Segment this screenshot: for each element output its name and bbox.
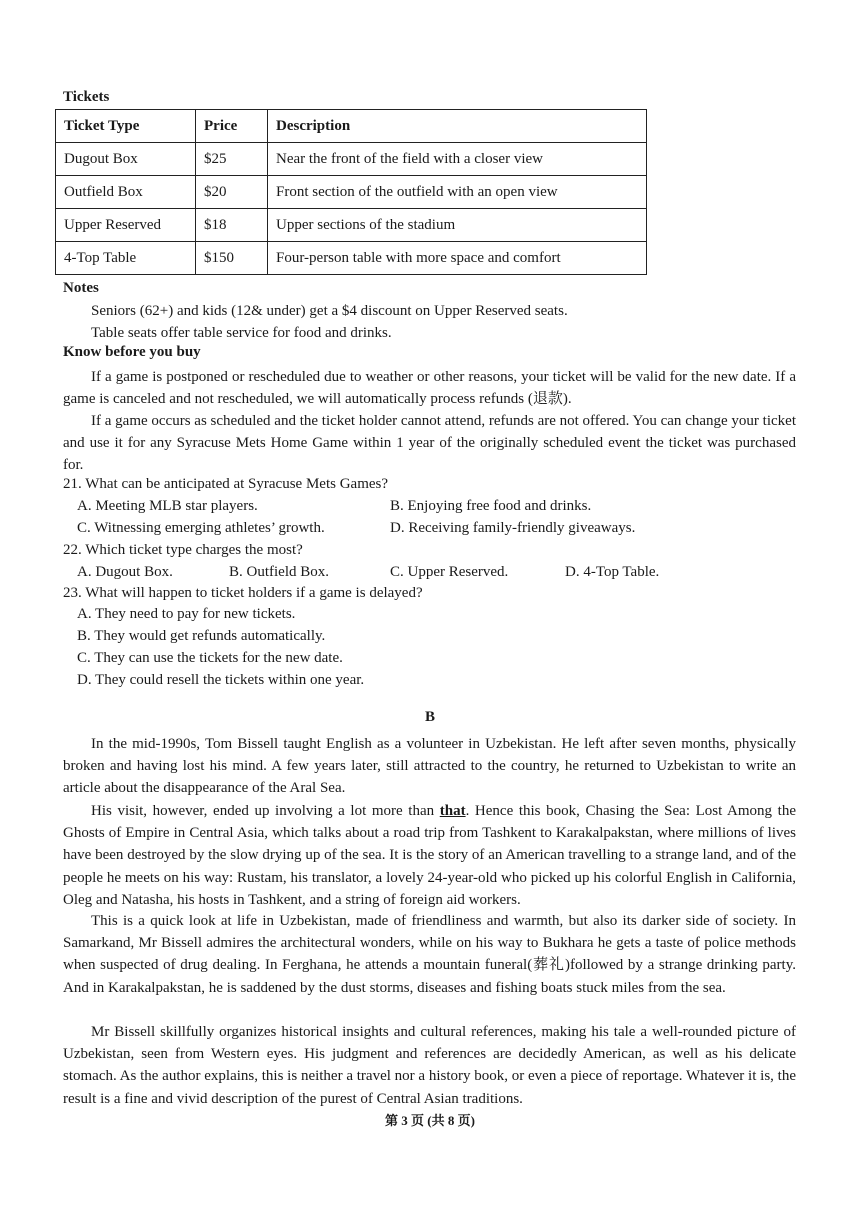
passage-paragraph-4: Mr Bissell skillfully organizes historical insights and cultural references, making his tale a well-rounded picture of Uzbekistan, seen from Western eyes. His judgment and references are decidedly American, as well as his delicate stomach. As the author explains, this is neither a travel nor a history book, or even a piece of reportage. Whatever it is, the result is a fine and vivid description of the purest of Central Asian traditions. — [63, 1024, 796, 1107]
note-line: Seniors (62+) and kids (12& under) get a $4 discount on Upper Reserved seats. — [91, 303, 568, 319]
page-number: 第 3 页 (共 8 页) — [385, 1113, 475, 1128]
description-cell: Near the front of the field with a closer view — [268, 143, 647, 176]
paragraph-text: His visit, however, ended up involving a lot more than — [91, 803, 440, 819]
table-row — [56, 143, 647, 176]
header-ticket-type: Ticket Type — [56, 110, 196, 143]
table-row — [56, 242, 647, 275]
passage-paragraph-2 — [63, 800, 796, 911]
know-paragraph: If a game occurs as scheduled and the ticket holder cannot attend, refunds are not offered. You can change your ticket and use it for any Syracuse Mets Home Game within 1 year of the originally scheduled event the ticket was purchased for. — [63, 413, 796, 473]
know-paragraph: If a game is postponed or rescheduled due to weather or other reasons, your ticket will be valid for the new date. If a game is canceled and not rescheduled, we will automatically process refunds (退款). — [63, 369, 796, 407]
option-b: B. Outfield Box. — [229, 564, 329, 580]
question-stem: 23. What will happen to ticket holders if a game is delayed? — [63, 585, 423, 601]
price-cell: $25 — [196, 143, 268, 176]
passage-paragraph-3: This is a quick look at life in Uzbekistan, made of friendliness and warmth, but also its darker side of society. In Samarkand, Mr Bissell admires the architectural wonders, while on his way to Bukhara he gets a taste of police methods when suspected of drug dealing. In Ferghana, he attends a mountain funeral(葬礼)followed by a strange drinking party. And in Karakalpakstan, he is saddened by the dust storms, diseases and fishing boats stuck miles from the sea. — [63, 913, 796, 996]
know-before-heading: Know before you buy — [63, 344, 201, 360]
passage-paragraph-1: In the mid-1990s, Tom Bissell taught English as a volunteer in Uzbekistan. He left after seven months, physically broken and having lost his mind. A few years later, still attracted to the country, he returned to Uzbekistan to write an article about the disappearance of the Aral Sea. — [63, 736, 796, 797]
question-stem: 22. Which ticket type charges the most? — [63, 542, 303, 558]
option-b: B. They would get refunds automatically. — [77, 628, 326, 644]
option-c: C. Upper Reserved. — [390, 564, 509, 580]
underlined-word-that: that — [439, 803, 466, 819]
header-description: Description — [268, 110, 647, 143]
question-stem: 21. What can be anticipated at Syracuse Mets Games? — [63, 476, 389, 492]
price-cell: $20 — [196, 176, 268, 209]
table-row — [56, 176, 647, 209]
option-c: C. Witnessing emerging athletes’ growth. — [77, 520, 325, 536]
option-b: B. Enjoying free food and drinks. — [390, 498, 592, 514]
notes-heading: Notes — [63, 280, 99, 296]
option-d: D. Receiving family-friendly giveaways. — [390, 520, 636, 536]
option-d: D. 4-Top Table. — [565, 564, 660, 580]
price-cell: $18 — [196, 209, 268, 242]
option-a: A. They need to pay for new tickets. — [77, 606, 296, 622]
note-line: Table seats offer table service for food and drinks. — [91, 325, 392, 341]
price-cell: $150 — [196, 242, 268, 275]
table-header-row — [56, 110, 647, 143]
ticket-type-cell: Upper Reserved — [56, 209, 196, 242]
ticket-type-cell: Dugout Box — [56, 143, 196, 176]
header-price: Price — [196, 110, 268, 143]
ticket-type-cell: Outfield Box — [56, 176, 196, 209]
ticket-table — [55, 109, 647, 275]
option-c: C. They can use the tickets for the new date. — [77, 650, 343, 666]
option-d: D. They could resell the tickets within one year. — [77, 672, 365, 688]
description-cell: Upper sections of the stadium — [268, 209, 647, 242]
passage-b-heading: B — [424, 709, 435, 725]
table-row — [56, 209, 647, 242]
option-a: A. Meeting MLB star players. — [77, 498, 258, 514]
tickets-heading: Tickets — [63, 89, 110, 105]
ticket-type-cell: 4-Top Table — [56, 242, 196, 275]
description-cell: Front section of the outfield with an open view — [268, 176, 647, 209]
description-cell: Four-person table with more space and comfort — [268, 242, 647, 275]
option-a: A. Dugout Box. — [77, 564, 173, 580]
paragraph-text: . Hence this book, Chasing the Sea: Lost Among the Ghosts of Empire in Central Asia, which talks about a road trip from Tashkent to Karakalpakstan, where millions of lives have been destroyed by the slow drying up of the sea. It is the story of an American travelling to a strange land, and of the people he meets on his way: Rustam, his translator, a lovely 24-year-old who picked up his colorful English in California, Oleg and Natasha, his hosts in Tashkent, and a string of foreign aid workers. — [63, 803, 796, 908]
